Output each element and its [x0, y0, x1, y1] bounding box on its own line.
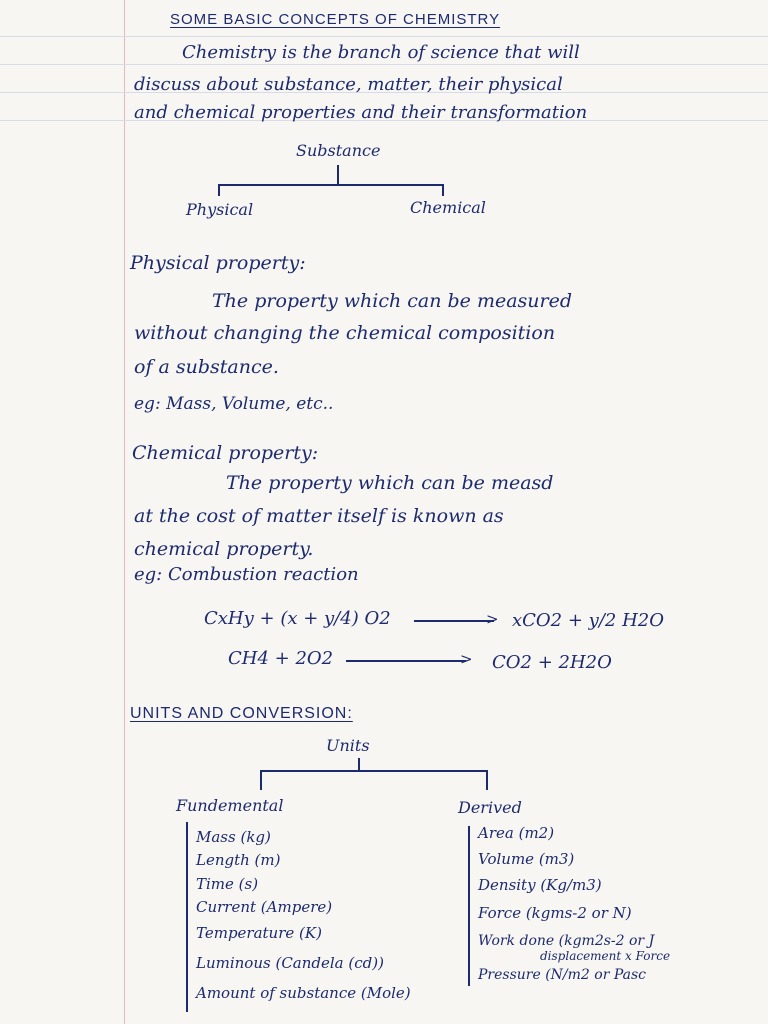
equation-2-products: CO2 + 2H2O [492, 652, 612, 673]
chemical-branch-label: Chemical [410, 198, 486, 217]
reaction-arrow-icon [346, 660, 466, 662]
chemical-line: at the cost of matter itself is known as [134, 505, 504, 527]
fundamental-unit-item: Time (s) [196, 875, 259, 893]
intro-line: discuss about substance, matter, their physical [134, 74, 563, 95]
reaction-arrow-icon [414, 620, 494, 622]
intro-line: and chemical properties and their transformation [134, 102, 588, 123]
physical-branch-label: Physical [186, 200, 254, 219]
intro-line: Chemistry is the branch of science that will [182, 42, 580, 63]
physical-line: The property which can be measured [212, 290, 573, 312]
page-title: SOME BASIC CONCEPTS OF CHEMISTRY [170, 11, 501, 28]
units-heading: UNITS AND CONVERSION: [130, 705, 353, 722]
chemical-line: The property which can be measd [226, 472, 554, 494]
derived-unit-item: Work done (kgm2s-2 or J [478, 933, 655, 949]
tree-branch-right [486, 770, 488, 790]
fundamental-list-line [186, 822, 188, 1012]
arrow-head-icon: > [486, 610, 499, 628]
tree-branch-right [442, 184, 444, 196]
tree-branch-left [260, 770, 262, 790]
physical-line: of a substance. [134, 356, 279, 378]
fundamental-unit-item: Current (Ampere) [196, 898, 333, 916]
equation-2-reactants: CH4 + 2O2 [228, 648, 334, 669]
fundamental-label: Fundemental [176, 796, 284, 815]
work-done-note: displacement x Force [540, 949, 671, 963]
ruled-line [0, 64, 768, 65]
equation-1-products: xCO2 + y/2 H2O [512, 610, 664, 631]
chemical-example: eg: Combustion reaction [134, 564, 359, 585]
derived-unit-item: Pressure (N/m2 or Pasc [478, 967, 647, 983]
chemical-line: chemical property. [134, 538, 314, 560]
fundamental-unit-item: Temperature (K) [196, 924, 322, 942]
derived-unit-item: Area (m2) [478, 824, 555, 842]
arrow-head-icon: > [460, 650, 473, 668]
physical-example: eg: Mass, Volume, etc.. [134, 394, 334, 414]
tree-stem [358, 758, 360, 770]
physical-line: without changing the chemical composition [134, 322, 556, 344]
equation-1-reactants: CxHy + (x + y/4) O2 [204, 608, 391, 629]
derived-unit-item: Volume (m3) [478, 850, 575, 868]
fundamental-unit-item: Amount of substance (Mole) [196, 984, 411, 1002]
tree-branch-left [218, 184, 220, 196]
derived-label: Derived [458, 798, 522, 817]
derived-list-line [468, 826, 470, 986]
tree-stem [337, 165, 339, 185]
fundamental-unit-item: Luminous (Candela (cd)) [196, 954, 384, 972]
physical-heading: Physical property: [130, 252, 306, 274]
substance-root-label: Substance [296, 141, 381, 160]
tree-bar [260, 770, 488, 772]
fundamental-unit-item: Mass (kg) [196, 828, 271, 846]
chemical-heading: Chemical property: [132, 442, 319, 464]
derived-unit-item: Force (kgms-2 or N) [478, 904, 632, 922]
units-root-label: Units [326, 736, 370, 755]
tree-bar [218, 184, 444, 186]
fundamental-unit-item: Length (m) [196, 851, 281, 869]
ruled-line [0, 36, 768, 37]
margin-line [124, 0, 125, 1024]
derived-unit-item: Density (Kg/m3) [478, 876, 602, 894]
